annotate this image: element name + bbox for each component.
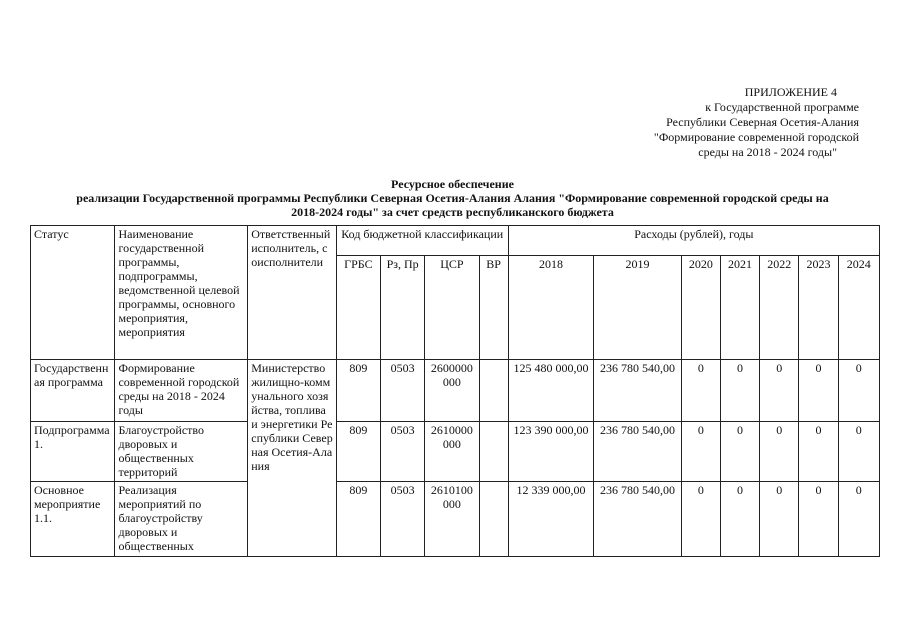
header-rz-pr: Рз, Пр <box>381 256 425 360</box>
cell-2023: 0 <box>799 360 838 422</box>
cell-vr <box>479 482 508 557</box>
appendix-block <box>559 85 859 160</box>
cell-2018: 123 390 000,00 <box>508 422 593 482</box>
cell-status: Государственная программа <box>31 360 115 422</box>
title-line: 2018-2024 годы" за счет средств республиканского бюджета <box>291 205 614 219</box>
cell-2020: 0 <box>681 360 720 422</box>
cell-2023: 0 <box>799 422 838 482</box>
cell-2024: 0 <box>838 422 879 482</box>
header-year-2018: 2018 <box>508 256 593 360</box>
cell-2019: 236 780 540,00 <box>594 360 682 422</box>
cell-vr <box>479 360 508 422</box>
cell-name: Формирование современной городской среды на 2018 - 2024 годы <box>115 360 248 422</box>
cell-2021: 0 <box>720 360 759 422</box>
cell-rz-pr: 0503 <box>381 360 425 422</box>
cell-name: Реализация мероприятий по благоустройству дворовых и общественных <box>115 482 248 557</box>
header-responsible: Ответственный исполнитель, соисполнители <box>248 226 337 360</box>
cell-2020: 0 <box>681 422 720 482</box>
cell-status: Основное мероприятие 1.1. <box>31 482 115 557</box>
header-vr: ВР <box>479 256 508 360</box>
header-expenses: Расходы (рублей), годы <box>508 226 879 256</box>
cell-grbs: 809 <box>336 360 380 422</box>
cell-2022: 0 <box>760 360 799 422</box>
cell-csr: 2610000000 <box>425 422 479 482</box>
header-year-2020: 2020 <box>681 256 720 360</box>
appendix-line: среды на 2018 - 2024 годы" <box>698 145 837 159</box>
appendix-line: к Государственной программе <box>705 100 859 114</box>
header-csr: ЦСР <box>425 256 479 360</box>
table-row <box>31 482 880 557</box>
header-status: Статус <box>31 226 115 360</box>
cell-2021: 0 <box>720 482 759 557</box>
cell-csr: 2610100000 <box>425 482 479 557</box>
table-row <box>31 422 880 482</box>
header-year-2024: 2024 <box>838 256 879 360</box>
document-title <box>30 177 875 219</box>
cell-grbs: 809 <box>336 482 380 557</box>
appendix-heading: ПРИЛОЖЕНИЕ 4 <box>744 85 837 99</box>
header-year-2023: 2023 <box>799 256 838 360</box>
appendix-line: "Формирование современной городской <box>653 130 859 144</box>
cell-2019: 236 780 540,00 <box>594 482 682 557</box>
header-grbs: ГРБС <box>336 256 380 360</box>
cell-2020: 0 <box>681 482 720 557</box>
resource-table <box>30 225 880 557</box>
cell-2018: 12 339 000,00 <box>508 482 593 557</box>
cell-2023: 0 <box>799 482 838 557</box>
appendix-line: Республики Северная Осетия-Алания <box>666 115 859 129</box>
cell-status: Подпрограмма 1. <box>31 422 115 482</box>
table-row <box>31 360 880 422</box>
cell-csr: 2600000000 <box>425 360 479 422</box>
cell-2021: 0 <box>720 422 759 482</box>
cell-grbs: 809 <box>336 422 380 482</box>
cell-2022: 0 <box>760 422 799 482</box>
header-name: Наименование государственной программы, подпрограммы, ведомственной целевой программы, основного мероприятия, мероприятия <box>115 226 248 360</box>
cell-2022: 0 <box>760 482 799 557</box>
header-year-2019: 2019 <box>594 256 682 360</box>
cell-2019: 236 780 540,00 <box>594 422 682 482</box>
cell-responsible: Министерство жилищно-коммунального хозяйства, топлива и энергетики Республики Северная Осетия-Алания <box>248 360 337 557</box>
cell-2024: 0 <box>838 360 879 422</box>
cell-name: Благоустройство дворовых и общественных территорий <box>115 422 248 482</box>
cell-vr <box>479 422 508 482</box>
cell-rz-pr: 0503 <box>381 422 425 482</box>
cell-rz-pr: 0503 <box>381 482 425 557</box>
header-year-2021: 2021 <box>720 256 759 360</box>
title-line: реализации Государственной программы Республики Северная Осетия-Алания Алания "Формирование современной городской среды на <box>76 191 829 205</box>
cell-2024: 0 <box>838 482 879 557</box>
header-year-2022: 2022 <box>760 256 799 360</box>
cell-2018: 125 480 000,00 <box>508 360 593 422</box>
header-budget-code: Код бюджетной классификации <box>336 226 508 256</box>
title-line: Ресурсное обеспечение <box>391 177 514 191</box>
